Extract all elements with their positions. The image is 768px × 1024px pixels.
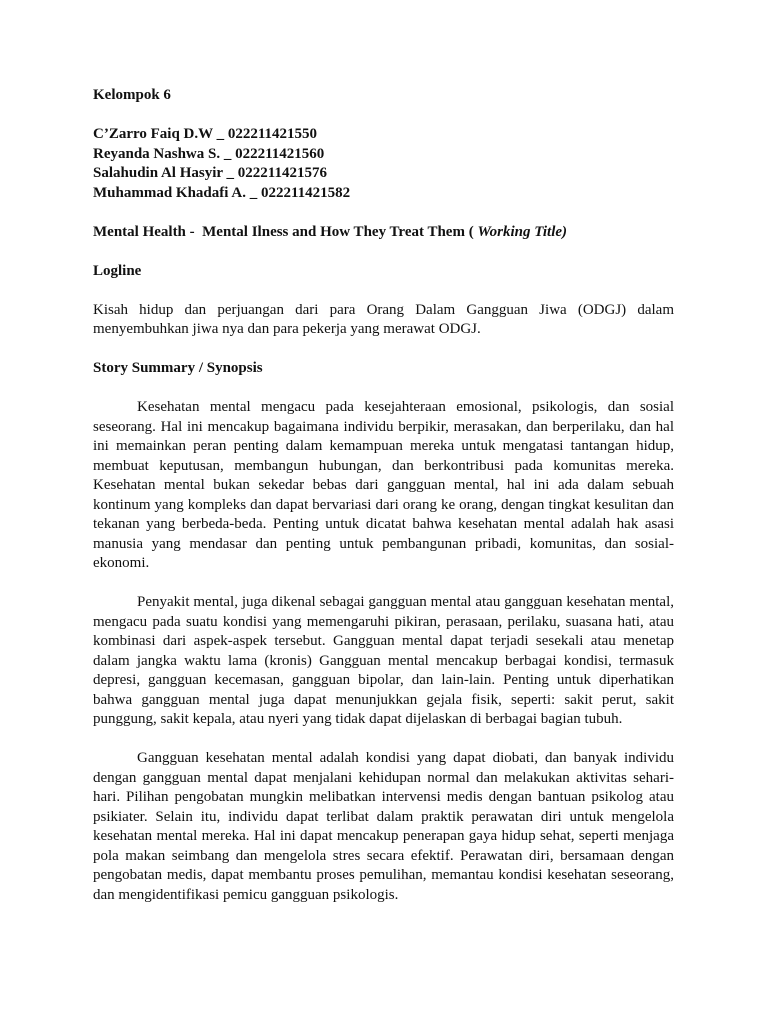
synopsis-paragraph: Kesehatan mental mengacu pada kesejahteraan emosional, psikologis, dan sosial seseorang. Hal ini mencakup bagaimana individu berpikir, merasakan, dan berperilaku, dan hal ini memainkan peran penting dalam kemampuan mereka untuk mengatasi tantangan hidup, membuat keputusan, membangun hubungan, dan berkontribusi pada komunitas mereka. Kesehatan mental bukan sekedar bebas dari gangguan mental, hal ini ada dalam sebuah kontinum yang kompleks dan dapat bervariasi dari orang ke orang, dengan tingkat kesulitan dan tekanan yang berbeda-beda. Penting untuk dicatat bahwa kesehatan mental adalah hak asasi manusia yang mendasar dan penting untuk pembangunan pribadi, komunitas, dan sosial-ekonomi. xyxy=(93,399,674,571)
synopsis-heading: Story Summary / Synopsis xyxy=(93,360,263,376)
logline-heading: Logline xyxy=(93,262,142,279)
synopsis-paragraph: Gangguan kesehatan mental adalah kondisi yang dapat diobati, dan banyak individu dengan gangguan mental dapat menjalani kehidupan normal dan melakukan aktivitas sehari-hari. Pilihan pengobatan mungkin melibatkan intervensi medis dengan bantuan psikolog atau psikiater. Selain itu, individu dapat terlibat dalam praktik perawatan diri untuk mengelola kesehatan mental mereka. Hal ini dapat mencakup penerapan gaya hidup sehat, seperti menjaga pola makan seimbang dan mengelola stres secara efektif. Perawatan diri, bersamaan dengan pengobatan medis, dapat membantu proses pemulihan, memantau kondisi kesehatan seseorang, dan mengidentifikasi pemicu gangguan psikologis. xyxy=(93,750,674,903)
spacer xyxy=(93,730,674,750)
spacer xyxy=(93,340,674,360)
spacer xyxy=(93,379,674,399)
title-working: Working Title) xyxy=(477,223,568,240)
member-line: Salahudin Al Hasyir _ 022211421576 xyxy=(93,165,327,181)
synopsis-paragraph: Penyakit mental, juga dikenal sebagai gangguan mental atau gangguan kesehatan mental, mengacu pada suatu kondisi yang memengaruhi pikiran, perasaan, perilaku, suasana hati, atau kombinasi dari aspek-aspek tersebut. Gangguan mental dapat terjadi sesekali atau menetap dalam jangka waktu lama (kronis) Gangguan mental mencakup berbagai kondisi, termasuk depresi, gangguan kecemasan, gangguan bipolar, dan lain-lain. Penting untuk diperhatikan bahwa gangguan mental juga dapat menunjukkan gejala fisik, seperti: sakit perut, sakit punggung, sakit kepala, atau nyeri yang tidak dapat dijelaskan di berbagai bagian tubuh. xyxy=(93,594,674,727)
title-main: Mental Health - Mental Ilness and How They Treat Them ( xyxy=(93,223,478,240)
document-page xyxy=(93,86,674,905)
group-label: Kelompok 6 xyxy=(93,87,171,103)
spacer xyxy=(93,106,674,126)
logline-text: Kisah hidup dan perjuangan dari para Orang Dalam Gangguan Jiwa (ODGJ) dalam menyembuhkan jiwa nya dan para pekerja yang merawat ODGJ. xyxy=(93,301,674,337)
member-line: C’Zarro Faiq D.W _ 022211421550 xyxy=(93,126,318,142)
member-line: Muhammad Khadafi A. _ 022211421582 xyxy=(93,184,351,201)
document-title xyxy=(93,223,674,243)
member-line: Reyanda Nashwa S. _ 022211421560 xyxy=(93,145,325,162)
spacer xyxy=(93,574,674,594)
spacer xyxy=(93,203,674,223)
spacer xyxy=(93,242,674,262)
spacer xyxy=(93,281,674,301)
